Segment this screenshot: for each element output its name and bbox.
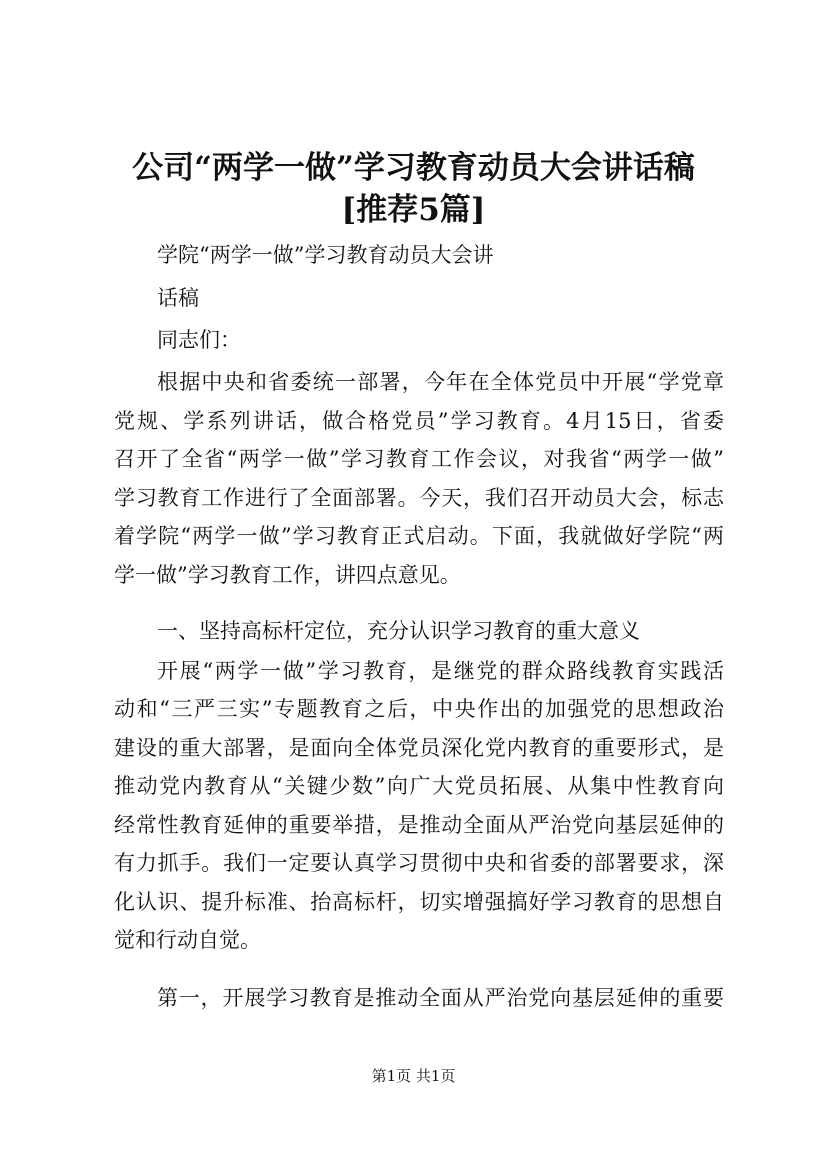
section-heading-1: 一、坚持高标杆定位，充分认识学习教育的重大意义 — [157, 619, 640, 643]
paragraph-1-line-4: 学习教育工作进行了全面部署。今天，我们召开动员大会，标志 — [114, 486, 724, 510]
paragraph-1-line-2: 党规、学系列讲话，做合格党员”学习教育。4月15日，省委 — [114, 409, 724, 433]
paragraph-2-line-2: 动和“三严三实”专题教育之后，中央作出的加强党的思想政治 — [114, 697, 724, 721]
paragraph-3-line-1: 第一，开展学习教育是推动全面从严治党向基层延伸的重要 — [157, 986, 724, 1010]
paragraph-2-line-8: 觉和行动自觉。 — [114, 928, 261, 952]
paragraph-1-line-1: 根据中央和省委统一部署，今年在全体党员中开展“学党章 — [157, 370, 724, 394]
subtitle-line-2: 话稿 — [157, 286, 199, 310]
document-title-line-1: 公司“两学一做”学习教育动员大会讲话稿 — [132, 150, 695, 186]
paragraph-2-line-5: 经常性教育延伸的重要举措，是推动全面从严治党向基层延伸的 — [114, 813, 724, 837]
paragraph-2-line-6: 有力抓手。我们一定要认真学习贯彻中央和省委的部署要求，深 — [114, 851, 724, 875]
paragraph-1-line-6: 学一做”学习教育工作，讲四点意见。 — [114, 563, 461, 587]
paragraph-2-line-7: 化认识、提升标准、抬高标杆，切实增强搞好学习教育的思想自 — [114, 890, 724, 914]
paragraph-2-line-1: 开展“两学一做”学习教育，是继党的群众路线教育实践活 — [157, 659, 724, 683]
paragraph-1-line-5: 着学院“两学一做”学习教育正式启动。下面，我就做好学院“两 — [114, 524, 724, 548]
document-title-line-2: [推荐5篇] — [341, 192, 486, 228]
paragraph-1-line-3: 召开了全省“两学一做”学习教育工作会议，对我省“两学一做” — [114, 447, 724, 471]
page-number-footer: 第1页 共1页 — [371, 1067, 456, 1085]
paragraph-2-line-4: 推动党内教育从“关键少数”向广大党员拓展、从集中性教育向 — [114, 774, 724, 798]
salutation: 同志们： — [157, 328, 241, 352]
paragraph-2-line-3: 建设的重大部署，是面向全体党员深化党内教育的重要形式，是 — [114, 736, 724, 760]
subtitle-line-1: 学院“两学一做”学习教育动员大会讲 — [157, 243, 494, 267]
